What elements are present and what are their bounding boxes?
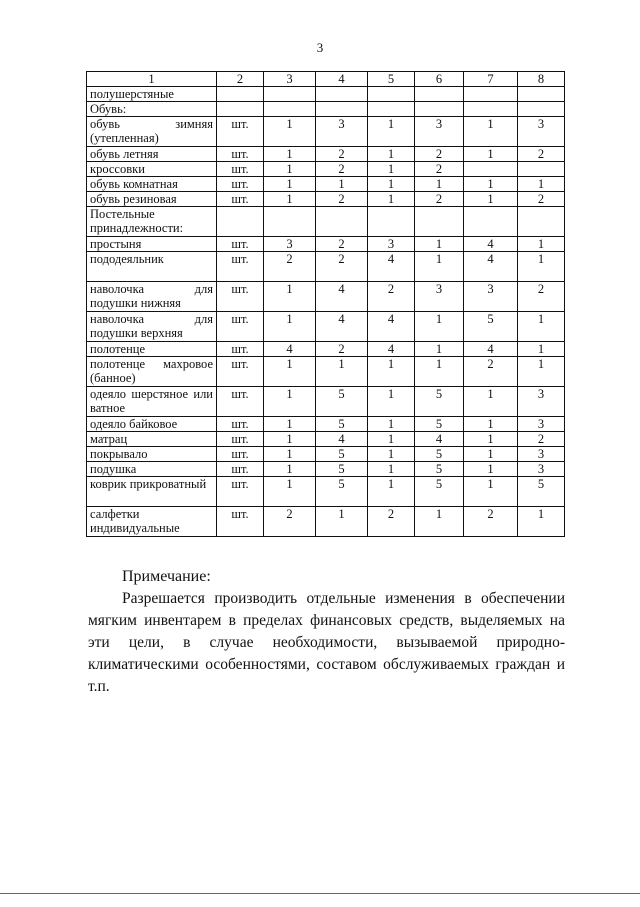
header-cell: 7 bbox=[464, 72, 518, 87]
quantity-cell: 1 bbox=[415, 357, 464, 387]
quantity-cell: 2 bbox=[368, 282, 415, 312]
item-name-cell: простыня bbox=[87, 237, 217, 252]
quantity-cell: 1 bbox=[518, 177, 565, 192]
quantity-cell: 1 bbox=[415, 312, 464, 342]
quantity-cell: 1 bbox=[368, 177, 415, 192]
quantity-cell: 4 bbox=[464, 342, 518, 357]
quantity-cell: 4 bbox=[368, 342, 415, 357]
quantity-cell bbox=[464, 87, 518, 102]
quantity-cell: 1 bbox=[264, 192, 316, 207]
unit-cell: шт. bbox=[217, 387, 264, 417]
unit-cell: шт. bbox=[217, 342, 264, 357]
quantity-cell: 1 bbox=[316, 507, 368, 537]
quantity-cell: 1 bbox=[464, 477, 518, 507]
quantity-cell: 1 bbox=[368, 432, 415, 447]
quantity-cell: 4 bbox=[464, 252, 518, 282]
unit-cell bbox=[217, 102, 264, 117]
item-name-cell: обувь зимняя (утепленная) bbox=[87, 117, 217, 147]
item-name-cell: коврик прикроватный bbox=[87, 477, 217, 507]
quantity-cell: 3 bbox=[316, 117, 368, 147]
quantity-cell: 1 bbox=[368, 357, 415, 387]
quantity-cell bbox=[518, 87, 565, 102]
quantity-cell: 5 bbox=[415, 387, 464, 417]
table-row bbox=[87, 102, 565, 117]
quantity-cell: 3 bbox=[264, 237, 316, 252]
quantity-cell: 1 bbox=[264, 417, 316, 432]
unit-cell: шт. bbox=[217, 117, 264, 147]
item-name-cell: подушка bbox=[87, 462, 217, 477]
quantity-cell: 1 bbox=[264, 447, 316, 462]
quantity-cell bbox=[316, 102, 368, 117]
table-row bbox=[87, 117, 565, 147]
quantity-cell: 1 bbox=[264, 282, 316, 312]
item-name-cell: Обувь: bbox=[87, 102, 217, 117]
quantity-cell: 1 bbox=[368, 117, 415, 147]
header-cell: 4 bbox=[316, 72, 368, 87]
quantity-cell: 5 bbox=[316, 387, 368, 417]
quantity-cell: 1 bbox=[264, 462, 316, 477]
unit-cell: шт. bbox=[217, 432, 264, 447]
header-cell: 1 bbox=[87, 72, 217, 87]
quantity-cell: 5 bbox=[464, 312, 518, 342]
quantity-cell: 2 bbox=[316, 147, 368, 162]
table-row bbox=[87, 192, 565, 207]
quantity-cell: 1 bbox=[264, 117, 316, 147]
quantity-cell: 5 bbox=[316, 477, 368, 507]
page-bottom-line bbox=[0, 893, 640, 894]
unit-cell: шт. bbox=[217, 147, 264, 162]
item-name-cell: кроссовки bbox=[87, 162, 217, 177]
quantity-cell: 1 bbox=[518, 237, 565, 252]
quantity-cell: 2 bbox=[518, 282, 565, 312]
page-number: 3 bbox=[316, 40, 324, 55]
quantity-cell: 3 bbox=[518, 387, 565, 417]
quantity-cell bbox=[316, 87, 368, 102]
quantity-cell: 1 bbox=[264, 177, 316, 192]
quantity-cell: 1 bbox=[415, 252, 464, 282]
quantity-cell: 4 bbox=[368, 312, 415, 342]
unit-cell: шт. bbox=[217, 447, 264, 462]
item-name-cell: Постельные принадлежности: bbox=[87, 207, 217, 237]
unit-cell: шт. bbox=[217, 177, 264, 192]
quantity-cell: 1 bbox=[415, 177, 464, 192]
item-name-cell: матрац bbox=[87, 432, 217, 447]
quantity-cell: 1 bbox=[464, 117, 518, 147]
quantity-cell: 1 bbox=[464, 192, 518, 207]
item-name-cell: одеяло байковое bbox=[87, 417, 217, 432]
table-row bbox=[87, 252, 565, 282]
table-row bbox=[87, 162, 565, 177]
quantity-cell: 3 bbox=[518, 417, 565, 432]
quantity-cell: 5 bbox=[415, 447, 464, 462]
table-row bbox=[87, 207, 565, 237]
quantity-cell bbox=[464, 102, 518, 117]
quantity-cell bbox=[464, 162, 518, 177]
quantity-cell: 1 bbox=[264, 432, 316, 447]
table-row bbox=[87, 462, 565, 477]
quantity-cell: 1 bbox=[264, 162, 316, 177]
item-name-cell: обувь комнатная bbox=[87, 177, 217, 192]
table-row bbox=[87, 432, 565, 447]
quantity-cell: 1 bbox=[464, 177, 518, 192]
table-row bbox=[87, 177, 565, 192]
quantity-cell: 3 bbox=[518, 117, 565, 147]
quantity-cell bbox=[415, 102, 464, 117]
table-row bbox=[87, 447, 565, 462]
quantity-cell: 2 bbox=[464, 357, 518, 387]
quantity-cell: 1 bbox=[316, 177, 368, 192]
quantity-cell: 1 bbox=[518, 507, 565, 537]
quantity-cell: 1 bbox=[464, 387, 518, 417]
quantity-cell: 2 bbox=[464, 507, 518, 537]
item-name-cell: обувь летняя bbox=[87, 147, 217, 162]
quantity-cell bbox=[464, 207, 518, 237]
quantity-cell: 1 bbox=[518, 252, 565, 282]
quantity-cell: 1 bbox=[368, 192, 415, 207]
quantity-cell: 1 bbox=[415, 237, 464, 252]
unit-cell: шт. bbox=[217, 477, 264, 507]
quantity-cell: 4 bbox=[368, 252, 415, 282]
item-name-cell: пододеяльник bbox=[87, 252, 217, 282]
quantity-cell: 1 bbox=[518, 342, 565, 357]
quantity-cell: 4 bbox=[316, 432, 368, 447]
header-cell: 6 bbox=[415, 72, 464, 87]
quantity-cell: 2 bbox=[415, 162, 464, 177]
header-cell: 3 bbox=[264, 72, 316, 87]
quantity-cell: 2 bbox=[316, 192, 368, 207]
header-cell: 5 bbox=[368, 72, 415, 87]
item-name-cell: полотенце bbox=[87, 342, 217, 357]
unit-cell bbox=[217, 87, 264, 102]
quantity-cell: 1 bbox=[368, 417, 415, 432]
quantity-cell: 1 bbox=[464, 432, 518, 447]
item-name-cell: обувь резиновая bbox=[87, 192, 217, 207]
quantity-cell bbox=[264, 207, 316, 237]
quantity-cell: 1 bbox=[368, 462, 415, 477]
item-name-cell: полотенце махровое (банное) bbox=[87, 357, 217, 387]
quantity-cell: 1 bbox=[464, 417, 518, 432]
table-row bbox=[87, 507, 565, 537]
quantity-cell: 2 bbox=[264, 252, 316, 282]
unit-cell: шт. bbox=[217, 192, 264, 207]
inventory-table bbox=[86, 71, 565, 537]
quantity-cell: 5 bbox=[316, 447, 368, 462]
quantity-cell: 1 bbox=[464, 147, 518, 162]
quantity-cell: 4 bbox=[415, 432, 464, 447]
quantity-cell: 1 bbox=[264, 387, 316, 417]
quantity-cell: 4 bbox=[316, 282, 368, 312]
quantity-cell: 3 bbox=[518, 447, 565, 462]
quantity-cell: 5 bbox=[316, 462, 368, 477]
quantity-cell: 1 bbox=[264, 477, 316, 507]
quantity-cell: 1 bbox=[368, 147, 415, 162]
quantity-cell bbox=[518, 102, 565, 117]
quantity-cell: 1 bbox=[415, 342, 464, 357]
item-name-cell: покрывало bbox=[87, 447, 217, 462]
quantity-cell: 1 bbox=[264, 357, 316, 387]
quantity-cell: 4 bbox=[264, 342, 316, 357]
item-name-cell: полушерстяные bbox=[87, 87, 217, 102]
quantity-cell bbox=[264, 102, 316, 117]
quantity-cell: 4 bbox=[316, 312, 368, 342]
item-name-cell: салфетки индивидуальные bbox=[87, 507, 217, 537]
unit-cell: шт. bbox=[217, 162, 264, 177]
unit-cell: шт. bbox=[217, 507, 264, 537]
item-name-cell: наволочка для подушки верхняя bbox=[87, 312, 217, 342]
item-name-cell: наволочка для подушки нижняя bbox=[87, 282, 217, 312]
table-row bbox=[87, 477, 565, 507]
table-row bbox=[87, 342, 565, 357]
quantity-cell: 2 bbox=[264, 507, 316, 537]
note-text: Разрешается производить отдельные изменения в обеспечении мягким инвентарем в пределах финансовых средств, выделяемых на эти цели, в случае необходимости, вызываемой природно-климатическими особенностями, составом обслуживаемых граждан и т.п. bbox=[88, 590, 565, 695]
table-body bbox=[87, 72, 565, 537]
quantity-cell: 1 bbox=[368, 162, 415, 177]
table-row bbox=[87, 282, 565, 312]
quantity-cell bbox=[415, 87, 464, 102]
quantity-cell: 3 bbox=[415, 117, 464, 147]
quantity-cell bbox=[518, 207, 565, 237]
unit-cell: шт. bbox=[217, 237, 264, 252]
table-row bbox=[87, 417, 565, 432]
quantity-cell: 5 bbox=[518, 477, 565, 507]
table-row bbox=[87, 357, 565, 387]
header-cell: 8 bbox=[518, 72, 565, 87]
unit-cell: шт. bbox=[217, 417, 264, 432]
quantity-cell: 4 bbox=[464, 237, 518, 252]
header-cell: 2 bbox=[217, 72, 264, 87]
quantity-cell: 2 bbox=[518, 192, 565, 207]
quantity-cell: 1 bbox=[518, 357, 565, 387]
quantity-cell: 3 bbox=[415, 282, 464, 312]
quantity-cell: 2 bbox=[316, 342, 368, 357]
quantity-cell: 2 bbox=[316, 162, 368, 177]
quantity-cell: 1 bbox=[464, 462, 518, 477]
quantity-cell: 1 bbox=[316, 357, 368, 387]
table-row bbox=[87, 237, 565, 252]
quantity-cell: 5 bbox=[316, 417, 368, 432]
quantity-cell: 2 bbox=[368, 507, 415, 537]
unit-cell bbox=[217, 207, 264, 237]
quantity-cell: 3 bbox=[518, 462, 565, 477]
quantity-cell: 5 bbox=[415, 477, 464, 507]
quantity-cell bbox=[316, 207, 368, 237]
unit-cell: шт. bbox=[217, 312, 264, 342]
quantity-cell: 1 bbox=[518, 312, 565, 342]
quantity-cell: 2 bbox=[518, 147, 565, 162]
quantity-cell bbox=[415, 207, 464, 237]
quantity-cell bbox=[264, 87, 316, 102]
quantity-cell: 1 bbox=[264, 147, 316, 162]
quantity-cell bbox=[368, 102, 415, 117]
quantity-cell: 2 bbox=[316, 237, 368, 252]
quantity-cell: 2 bbox=[316, 252, 368, 282]
quantity-cell: 5 bbox=[415, 417, 464, 432]
quantity-cell bbox=[518, 162, 565, 177]
quantity-cell: 1 bbox=[415, 507, 464, 537]
quantity-cell: 3 bbox=[368, 237, 415, 252]
unit-cell: шт. bbox=[217, 357, 264, 387]
quantity-cell: 1 bbox=[264, 312, 316, 342]
unit-cell: шт. bbox=[217, 252, 264, 282]
quantity-cell: 1 bbox=[368, 447, 415, 462]
table-row bbox=[87, 87, 565, 102]
quantity-cell: 1 bbox=[368, 477, 415, 507]
quantity-cell: 3 bbox=[464, 282, 518, 312]
quantity-cell bbox=[368, 87, 415, 102]
table-header-row bbox=[87, 72, 565, 87]
table-row bbox=[87, 147, 565, 162]
unit-cell: шт. bbox=[217, 462, 264, 477]
table-row bbox=[87, 312, 565, 342]
item-name-cell: одеяло шерстяное или ватное bbox=[87, 387, 217, 417]
quantity-cell: 2 bbox=[415, 192, 464, 207]
table-row bbox=[87, 387, 565, 417]
quantity-cell: 1 bbox=[368, 387, 415, 417]
unit-cell: шт. bbox=[217, 282, 264, 312]
quantity-cell: 1 bbox=[464, 447, 518, 462]
quantity-cell: 5 bbox=[415, 462, 464, 477]
note-title: Примечание: bbox=[122, 568, 211, 585]
quantity-cell: 2 bbox=[518, 432, 565, 447]
quantity-cell bbox=[368, 207, 415, 237]
quantity-cell: 2 bbox=[415, 147, 464, 162]
